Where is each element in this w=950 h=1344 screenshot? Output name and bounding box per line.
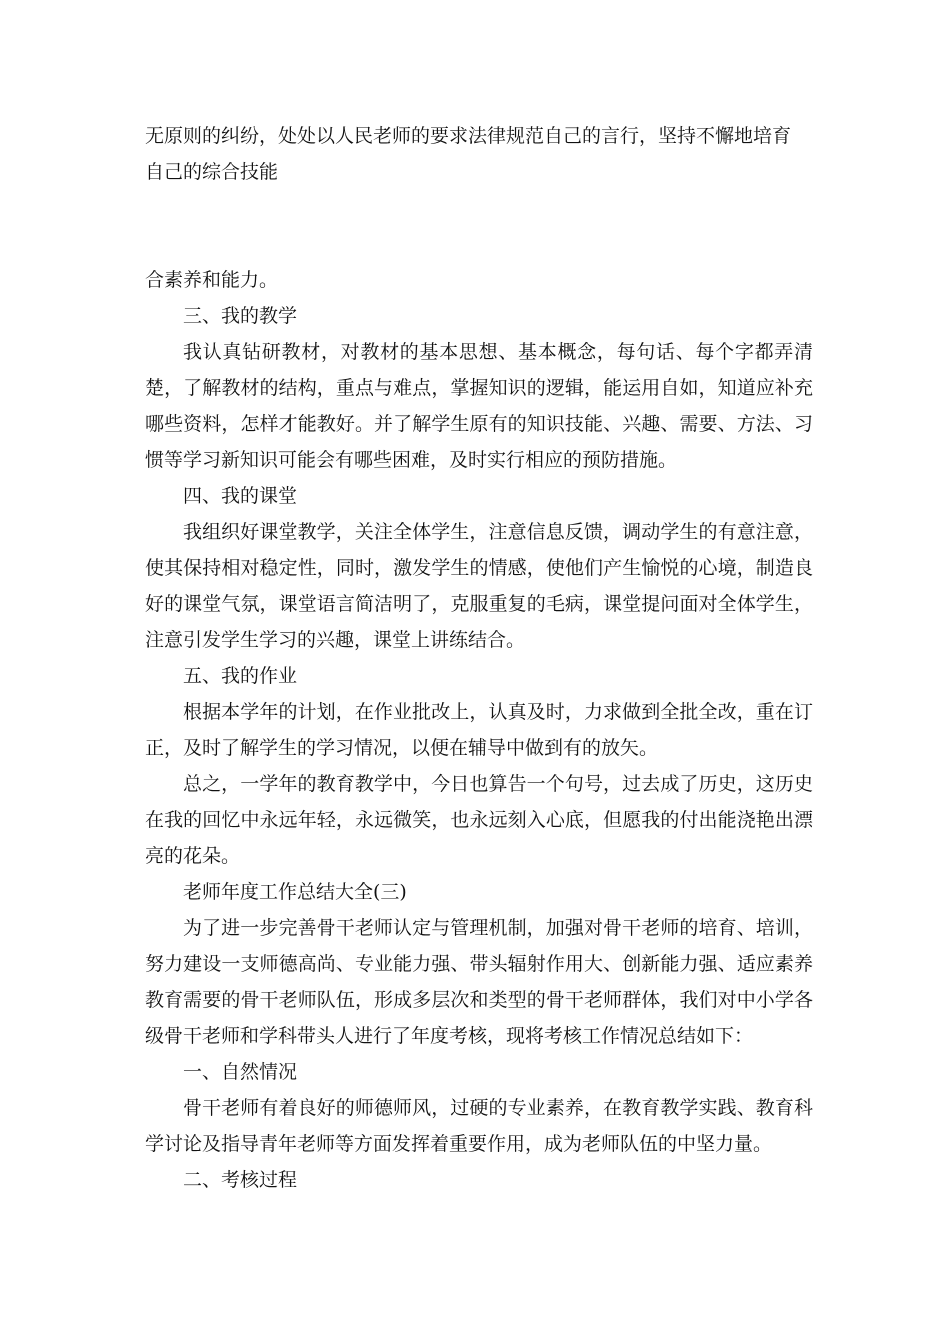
fragment-line-1: 无原则的纠纷，处处以人民老师的要求法律规范自己的言行，坚持不懈地培育 (145, 125, 792, 147)
paragraph-conclusion: 总之，一学年的教育教学中，今日也算告一个句号，过去成了历史，这历史在我的回忆中永远年轻，永远微笑，也永远刻入心底，但愿我的付出能浇艳出漂亮的花朵。 (145, 773, 813, 867)
paragraph-homework: 根据本学年的计划，在作业批改上，认真及时，力求做到全批全改，重在订正，及时了解学生的学习情况，以便在辅导中做到有的放矢。 (145, 701, 813, 759)
main-text (145, 262, 813, 1198)
heading-natural-situation: 一、自然情况 (183, 1061, 298, 1083)
top-fragment (145, 118, 813, 190)
paragraph-classroom: 我组织好课堂教学，关注全体学生，注意信息反馈，调动学生的有意注意，使其保持相对稳定性，同时，激发学生的情感，使他们产生愉悦的心境，制造良好的课堂气氛，课堂语言简洁明了，克服重复的毛病，课堂提问面对全体学生，注意引发学生学习的兴趣，课堂上讲练结合。 (145, 521, 813, 651)
paragraph-natural-situation: 骨干老师有着良好的师德师风，过硬的专业素养，在教育教学实践、教育科学讨论及指导青年老师等方面发挥着重要作用，成为老师队伍的中坚力量。 (145, 1097, 813, 1155)
paragraph-teaching: 我认真钻研教材，对教材的基本思想、基本概念，每句话、每个字都弄清楚，了解教材的结构，重点与难点，掌握知识的逻辑，能运用自如，知道应补充哪些资料，怎样才能教好。并了解学生原有的知识技能、兴趣、需要、方法、习惯等学习新知识可能会有哪些困难，及时实行相应的预防措施。 (145, 341, 813, 471)
heading-my-teaching: 三、我的教学 (183, 305, 298, 327)
paragraph-continuation: 合素养和能力。 (145, 269, 279, 291)
heading-my-classroom: 四、我的课堂 (183, 485, 298, 507)
heading-assessment-process: 二、考核过程 (183, 1169, 298, 1191)
fragment-line-2: 自己的综合技能 (145, 161, 279, 183)
heading-my-homework: 五、我的作业 (183, 665, 298, 687)
section-title-3: 老师年度工作总结大全(三) (183, 881, 407, 903)
paragraph-intro: 为了进一步完善骨干老师认定与管理机制，加强对骨干老师的培育、培训，努力建设一支师德高尚、专业能力强、带头辐射作用大、创新能力强、适应素养教育需要的骨干老师队伍，形成多层次和类型的骨干老师群体，我们对中小学各级骨干老师和学科带头人进行了年度考核，现将考核工作情况总结如下： (145, 917, 813, 1047)
